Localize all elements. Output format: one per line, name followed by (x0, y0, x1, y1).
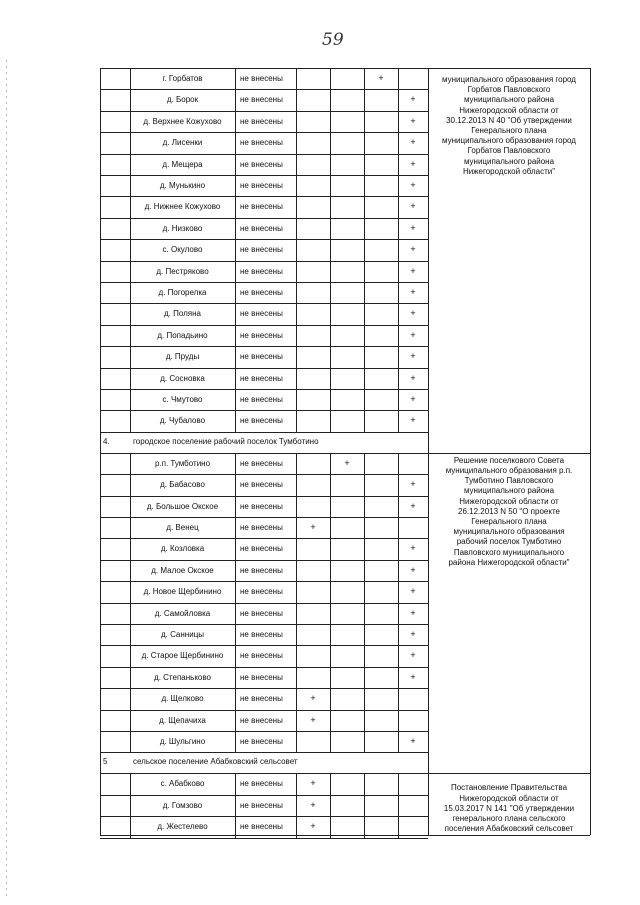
row-border (100, 474, 428, 475)
row-border (100, 154, 428, 155)
plus-mark: + (410, 479, 416, 490)
settlement-name: д. Мещера (162, 159, 203, 169)
amendment-status: не внесены (240, 523, 283, 532)
amendment-status: не внесены (240, 116, 283, 126)
plus-mark: + (410, 671, 416, 682)
column-border (428, 68, 429, 835)
amendment-status: не внесены (240, 672, 283, 682)
row-border (100, 68, 590, 69)
column-border (364, 453, 365, 753)
plus-mark: + (410, 201, 416, 212)
page-number: 59 (322, 30, 344, 50)
legal-basis-line: Нижегородской области от (459, 105, 559, 115)
settlement-name: д. Мунькино (159, 181, 206, 190)
amendment-status: не внесены (240, 74, 283, 83)
amendment-status: не внесены (240, 202, 283, 212)
amendment-status: не внесены (240, 416, 283, 426)
plus-mark: + (310, 693, 316, 704)
row-border (100, 389, 428, 390)
settlement-name: г. Горбатов (162, 74, 203, 83)
settlement-name: д. Низково (162, 223, 203, 233)
column-border (130, 773, 131, 837)
column-border (235, 68, 236, 432)
amendment-status: не внесены (240, 822, 283, 832)
plus-mark: + (310, 714, 316, 725)
row-border (100, 603, 428, 604)
section-number: 4. (103, 436, 110, 446)
amendment-status: не внесены (240, 501, 283, 511)
amendment-status: не внесены (240, 779, 283, 789)
amendment-status: не внесены (240, 223, 283, 233)
settlement-name: д. Нижнее Кожухово (144, 202, 221, 212)
legal-basis-line: 15.03.2017 N 141 "Об утверждении (443, 803, 575, 813)
legal-basis-line: муниципального образования город (442, 136, 576, 146)
amendment-status: не внесены (240, 651, 283, 661)
plus-mark: + (410, 158, 416, 169)
plus-mark: + (310, 799, 316, 810)
column-border (398, 453, 399, 753)
column-border (296, 453, 297, 753)
legal-basis-line: муниципального района (463, 486, 555, 496)
amendment-status: не внесены (240, 395, 283, 404)
row-border (100, 196, 428, 197)
amendment-status: не внесены (240, 715, 283, 725)
row-border (100, 835, 590, 836)
column-border (235, 773, 236, 837)
plus-mark: + (410, 265, 416, 276)
section-number: 5 (103, 757, 108, 767)
plus-mark: + (310, 821, 316, 832)
column-border (235, 453, 236, 753)
settlement-name: д. Щепачиха (159, 715, 206, 725)
amendment-status: не внесены (240, 352, 283, 362)
row-border (100, 132, 428, 133)
amendment-status: не внесены (240, 737, 283, 746)
amendment-status: не внесены (240, 95, 283, 105)
settlement-name: д. Шульгино (159, 737, 206, 746)
plus-mark: + (410, 180, 416, 190)
column-border (130, 68, 131, 432)
plus-mark: + (310, 522, 316, 532)
row-border (100, 432, 428, 433)
legal-basis-line: муниципального образования р.п. (445, 466, 573, 475)
settlement-name: д. Малое Окское (151, 565, 214, 575)
settlement-name: д. Венец (166, 523, 199, 532)
settlement-name: д. Верхнее Кожухово (143, 116, 222, 126)
amendment-status: не внесены (240, 138, 283, 148)
amendment-status: не внесены (240, 309, 283, 319)
row-border (100, 731, 428, 732)
row-border (100, 517, 428, 518)
legal-basis-line: Генерального плана (471, 126, 547, 135)
amendment-status: не внесены (240, 565, 283, 575)
row-border (100, 239, 428, 240)
plus-mark: + (410, 394, 416, 404)
settlement-name: с. Абабково (160, 779, 205, 789)
plus-mark: + (410, 564, 416, 575)
settlement-name: д. Большое Окское (146, 501, 219, 511)
column-border (296, 773, 297, 837)
column-border (296, 68, 297, 432)
legal-basis-line: муниципального района (463, 95, 555, 105)
settlement-name: д. Бабасово (160, 480, 205, 490)
legal-basis-line: Постановление Правительства (450, 783, 568, 793)
section-heading: городское поселение рабочий поселок Тумботино (133, 436, 319, 446)
amendment-status: не внесены (240, 330, 283, 340)
plus-mark: + (410, 650, 416, 661)
legal-basis-line: муниципального образования город (442, 75, 576, 84)
row-border (100, 688, 428, 689)
amendment-status: не внесены (240, 694, 283, 704)
row-border (100, 303, 428, 304)
row-border (100, 581, 428, 582)
column-border (590, 68, 591, 835)
row-border (100, 111, 428, 112)
settlement-name: с. Окулово (162, 245, 203, 255)
amendment-status: не внесены (240, 587, 283, 597)
amendment-status: не внесены (240, 266, 283, 276)
settlement-name: д. Новое Щербинино (143, 587, 222, 597)
row-border (100, 453, 590, 454)
settlement-name: д. Попадьино (157, 330, 208, 340)
legal-basis-line: Нижегородской области от (459, 496, 559, 506)
plus-mark: + (378, 73, 384, 83)
row-border (100, 325, 428, 326)
column-border (130, 453, 131, 753)
settlement-name: р.п. Тумботино (154, 458, 211, 468)
row-border (100, 282, 428, 283)
row-border (100, 538, 428, 539)
amendment-status: не внесены (240, 800, 283, 810)
row-border (100, 560, 428, 561)
legal-basis-line: генерального плана сельского (452, 814, 566, 823)
row-border (100, 795, 428, 796)
plus-mark: + (410, 372, 416, 383)
settlement-name: д. Степаньково (154, 672, 211, 682)
legal-basis-line: рабочий поселок Тумботино (456, 537, 562, 547)
settlement-name: д. Санницы (160, 630, 205, 639)
row-border (100, 773, 590, 774)
settlement-name: д. Гомзово (162, 800, 203, 810)
row-border (100, 838, 428, 839)
amendment-status: не внесены (240, 373, 283, 383)
amendment-status: не внесены (240, 159, 283, 169)
amendment-status: не внесены (240, 245, 283, 255)
legal-basis-line: 26.12.2013 N 50 "О проекте (458, 506, 560, 516)
legal-basis-line: поселения Абабковский сельсовет (444, 824, 574, 834)
column-border (398, 773, 399, 837)
plus-mark: + (410, 586, 416, 597)
settlement-name: д. Погорелка (158, 288, 207, 297)
row-border (100, 816, 428, 817)
row-border (100, 752, 428, 753)
legal-basis-line: муниципального образования (453, 527, 565, 537)
plus-mark: + (410, 222, 416, 233)
plus-mark: + (410, 629, 416, 639)
legal-basis-line: Горбатов Павловского (467, 85, 551, 95)
settlement-name: д. Самойловка (154, 608, 211, 618)
settlement-name: д. Щелково (161, 694, 204, 704)
settlement-name: д. Козловка (160, 544, 205, 554)
row-border (100, 410, 428, 411)
row-border (100, 261, 428, 262)
plus-mark: + (410, 543, 416, 554)
settlement-name: д. Чубалово (159, 416, 206, 426)
column-border (364, 68, 365, 432)
section-heading: сельское поселение Абабковский сельсовет (133, 757, 298, 767)
settlement-name: д. Жестелево (157, 822, 208, 832)
legal-basis-line: Нижегородской области" (462, 166, 556, 176)
settlement-name: д. Сосновка (160, 373, 205, 383)
legal-basis-line: 30.12.2013 N 40 "Об утверждении (446, 115, 572, 125)
plus-mark: + (410, 329, 416, 340)
plus-mark: + (410, 115, 416, 126)
row-border (100, 496, 428, 497)
settlement-name: д. Поляна (163, 309, 201, 319)
legal-basis-line: Павловского муниципального (453, 547, 565, 557)
row-border (100, 89, 428, 90)
column-border (364, 773, 365, 837)
column-border (330, 453, 331, 753)
row-border (100, 710, 428, 711)
legal-basis-line: Генерального плана (471, 517, 547, 526)
row-border (100, 175, 428, 176)
row-border (100, 346, 428, 347)
amendment-status: не внесены (240, 181, 283, 190)
amendment-status: не внесены (240, 544, 283, 554)
plus-mark: + (410, 351, 416, 362)
settlement-name: с. Чмутово (162, 395, 203, 404)
column-border (330, 773, 331, 837)
plus-mark: + (410, 94, 416, 105)
settlement-name: д. Старое Щербинино (141, 651, 224, 661)
legal-basis-line: муниципального района (463, 156, 555, 166)
plus-mark: + (344, 457, 350, 468)
plus-mark: + (410, 244, 416, 255)
plus-mark: + (410, 308, 416, 319)
amendment-status: не внесены (240, 288, 283, 297)
plus-mark: + (410, 287, 416, 297)
column-border (100, 68, 101, 835)
amendment-status: не внесены (240, 608, 283, 618)
plus-mark: + (310, 778, 316, 789)
plus-mark: + (410, 607, 416, 618)
settlement-name: д. Пруды (165, 352, 200, 362)
legal-basis-line: Тумботино Павловского (464, 476, 554, 486)
amendment-status: не внесены (240, 630, 283, 639)
row-border (100, 218, 428, 219)
plus-mark: + (410, 500, 416, 511)
row-border (100, 645, 428, 646)
amendment-status: не внесены (240, 480, 283, 490)
plus-mark: + (410, 736, 416, 746)
plus-mark: + (410, 415, 416, 426)
settlement-name: д. Борок (166, 95, 199, 105)
settlement-name: д. Лисенки (162, 138, 203, 148)
legal-basis-line: Горбатов Павловского (467, 146, 551, 156)
row-border (100, 667, 428, 668)
legal-basis-line: Нижегородской области от (459, 793, 559, 803)
settlement-name: д. Пестряково (156, 266, 209, 276)
plus-mark: + (410, 137, 416, 148)
legal-basis-line: Решение поселкового Совета (453, 455, 565, 465)
legal-basis-line: района Нижегородской области" (448, 557, 570, 567)
row-border (100, 624, 428, 625)
column-border (398, 68, 399, 432)
amendment-status: не внесены (240, 458, 283, 468)
column-border (330, 68, 331, 432)
row-border (100, 368, 428, 369)
